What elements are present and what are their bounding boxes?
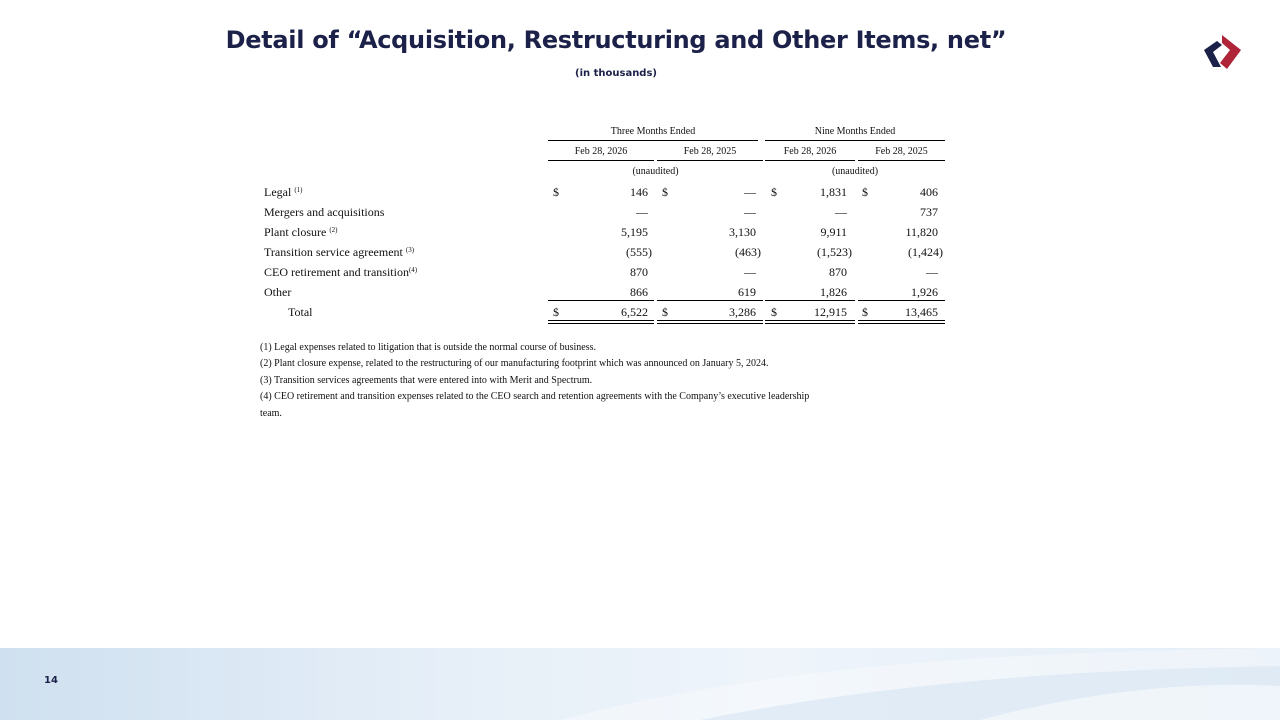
table-cell: 737 [920,205,938,219]
total-rule [548,320,654,321]
row-label-mergers: Mergers and acquisitions [264,205,385,219]
column-header: Feb 28, 2026 [783,146,837,157]
table-cell: 406 [920,185,938,199]
unaudited-label: (unaudited) [632,166,679,177]
unaudited-label: (unaudited) [831,166,879,177]
table-cell: 1,926 [911,285,938,299]
footer-wave-icon [0,648,1280,720]
table-cell: 11,820 [905,225,938,239]
table-cell-total: 13,465 [905,305,938,319]
footnote: (2) Plant closure expense, related to the restructuring of our manufacturing footprint which was announced on January 5, 2024. [260,358,769,369]
table-cell-total: 12,915 [814,305,847,319]
footer-decoration [0,648,1280,720]
header-rule [548,140,758,141]
row-label-other: Other [264,285,292,299]
table-cell: 866 [630,285,648,299]
row-label-transition-service: Transition service agreement $^{(3)}$ [264,245,415,259]
table-cell: 619 [738,285,756,299]
table-cell: — [636,205,648,219]
table-cell: 3,130 [729,225,756,239]
currency-symbol: $ [771,185,777,199]
row-label-plant-closure: Plant closure $^{(2)}$ [264,225,338,239]
subtotal-rule [548,300,654,301]
table-cell: 1,831 [820,185,847,199]
table-cell: — [744,265,756,279]
footnote: (3) Transition services agreements that were entered into with Merit and Spectrum. [260,375,593,386]
table-cell: — [926,265,938,279]
table-cell: 9,911 [820,225,847,239]
table-cell: 1,826 [820,285,847,299]
subtotal-rule [657,300,763,301]
footnote: (4) CEO retirement and transition expenses related to the CEO search and retention agreements with the Company’s executive leadership [260,391,810,402]
period-group-three-months: Three Months Ended [610,126,696,137]
column-header: Feb 28, 2025 [683,146,737,157]
page-number: 14 [44,675,58,686]
total-rule [548,323,654,324]
column-rule [765,160,855,161]
total-rule [657,320,763,321]
slide-subtitle: (in thousands) [575,68,657,79]
subtotal-rule [858,300,945,301]
currency-symbol: $ [553,185,559,199]
total-rule [858,323,945,324]
table-cell: 146 [630,185,648,199]
total-rule [765,320,855,321]
period-group-nine-months: Nine Months Ended [814,126,896,137]
table-cell: 870 [829,265,847,279]
total-rule [657,323,763,324]
currency-symbol: $ [662,305,668,319]
currency-symbol: $ [771,305,777,319]
table-cell: 5,195 [621,225,648,239]
table-cell: (463) [735,245,761,259]
currency-symbol: $ [553,305,559,319]
table-cell: (555) [626,245,652,259]
total-rule [858,320,945,321]
row-label-total: Total [288,305,313,319]
table-cell: 870 [630,265,648,279]
column-header: Feb 28, 2026 [574,146,628,157]
table-cell: — [744,205,756,219]
currency-symbol: $ [662,185,668,199]
table-cell: (1,523) [817,245,852,259]
total-rule [765,323,855,324]
footnote: (1) Legal expenses related to litigation that is outside the normal course of business. [260,342,597,353]
subtotal-rule [765,300,855,301]
table-cell-total: 3,286 [729,305,756,319]
currency-symbol: $ [862,185,868,199]
table-cell-total: 6,522 [621,305,648,319]
row-label-legal: Legal $^{(1)}$ [264,185,303,199]
row-label-ceo-retirement: CEO retirement and transition$^{(4)}$ [264,265,418,279]
currency-symbol: $ [862,305,868,319]
column-header: Feb 28, 2025 [875,146,928,157]
column-rule [657,160,763,161]
column-rule [858,160,945,161]
column-rule [548,160,654,161]
table-cell: — [835,205,847,219]
table-cell: — [744,185,756,199]
footnote: team. [260,408,282,419]
slide-title: Detail of “Acquisition, Restructuring and Other Items, net” [225,26,1007,54]
table-cell: (1,424) [908,245,943,259]
header-rule [765,140,945,141]
company-logo-icon [1200,32,1246,72]
